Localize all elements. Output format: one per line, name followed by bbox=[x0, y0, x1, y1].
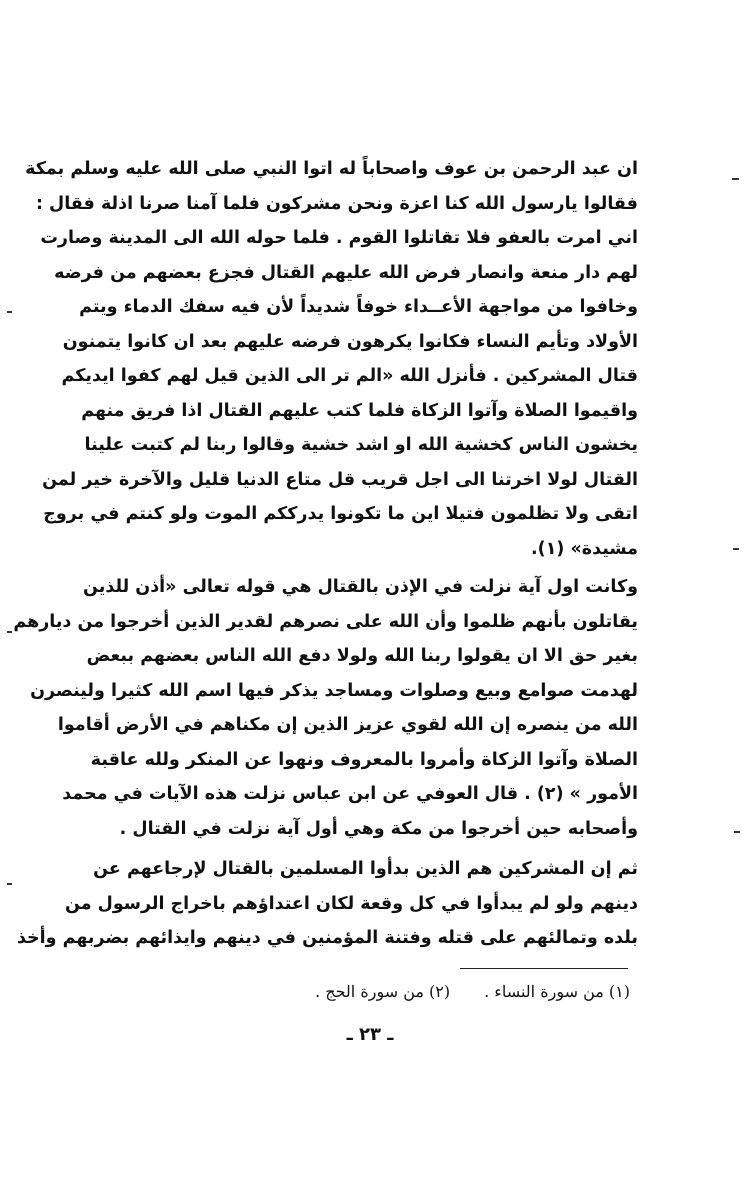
text-line: لهم دار منعة وانصار فرض الله عليهم القتال فجزع بعضهم من فرضه bbox=[54, 262, 638, 283]
text-line: يخشون الناس كخشية الله او اشد خشية وقالوا ربنا لم كتبت علينا bbox=[84, 435, 638, 455]
text-line: واقيموا الصلاة وآتوا الزكاة فلما كتب عليهم القتال اذا فريق منهم bbox=[81, 400, 638, 421]
paragraph-3 bbox=[16, 852, 638, 956]
paragraph-1 bbox=[25, 152, 638, 566]
text-line: اتقى ولا تظلمون فتيلا اين ما تكونوا يدرككم الموت ولو كنتم في بروج bbox=[43, 504, 638, 524]
margin-mark bbox=[734, 831, 740, 833]
text-line: ثم إن المشركين هم الذين بدأوا المسلمين بالقتال لإرجاعهم عن bbox=[93, 859, 638, 879]
margin-mark bbox=[7, 631, 12, 633]
text-line: لهدمت صوامع وبيع وصلوات ومساجد يذكر فيها اسم الله كثيرا ولينصرن bbox=[30, 680, 638, 701]
margin-mark bbox=[7, 883, 12, 885]
text-line: وخافوا من مواجهة الأعــداء خوفاً شديداً لأن فيه سفك الدماء ويتم bbox=[79, 297, 638, 317]
text-line: الصلاة وآتوا الزكاة وأمروا بالمعروف ونهوا عن المنكر ولله عاقبة bbox=[90, 749, 638, 770]
text-line: الأولاد وتأيم النساء فكانوا يكرهون فرضه عليهم بعد ان كانوا يتمنون bbox=[62, 331, 638, 352]
margin-mark bbox=[733, 548, 739, 550]
footnote-divider bbox=[460, 968, 628, 969]
text-line: ان عبد الرحمن بن عوف واصحاباً له اتوا النبي صلى الله عليه وسلم بمكة bbox=[25, 159, 638, 179]
margin-mark bbox=[732, 178, 739, 180]
text-line: فقالوا يارسول الله كنا اعزة ونحن مشركون فلما آمنا صرنا اذلة فقال : bbox=[35, 193, 638, 214]
text-line: قتال المشركين . فأنزل الله «الم تر الى الذين قيل لهم كفوا ايديكم bbox=[61, 366, 638, 386]
paragraph-2 bbox=[13, 570, 638, 846]
text-line: الأمور » (٢) . قال العوفي عن ابن عباس نزلت هذه الآيات في محمد bbox=[62, 784, 638, 804]
footnote-2: (٢) من سورة الحج . bbox=[315, 982, 451, 1001]
text-line: الله من ينصره إن الله لقوي عزيز الذين إن مكناهم في الأرض أقاموا bbox=[57, 715, 638, 735]
text-line: اني امرت بالعفو فلا تقاتلوا القوم . فلما حوله الله الى المدينة وصارت bbox=[40, 228, 638, 248]
page-number: ـ ٢٣ ـ bbox=[346, 1024, 394, 1045]
text-line: وكانت اول آية نزلت في الإذن بالقتال هي قوله تعالى «أذن للذين bbox=[83, 577, 638, 597]
text-line: القتال لولا اخرتنا الى اجل قريب قل متاع الدنيا قليل والآخرة خير لمن bbox=[42, 469, 638, 490]
text-line: يقاتلون بأنهم ظلموا وأن الله على نصرهم لقدير الذين أخرجوا من ديارهم bbox=[13, 611, 638, 632]
text-line: بغير حق الا ان يقولوا ربنا الله ولولا دفع الله الناس بعضهم ببعض bbox=[86, 646, 638, 666]
footnotes bbox=[230, 980, 630, 1004]
footnote-1: (١) من سورة النساء . bbox=[484, 982, 630, 1001]
text-line: بلده وتمالئهم على قتله وفتنة المؤمنين في دينهم وايذائهم بضربهم وأخذ bbox=[16, 928, 638, 948]
text-line: دينهم ولو لم يبدأوا في كل وقعة لكان اعتداؤهم باخراج الرسول من bbox=[64, 893, 638, 914]
text-line: وأصحابه حين أخرجوا من مكة وهي أول آية نزلت في القتال . bbox=[119, 818, 638, 839]
text-line: مشيدة» (١). bbox=[531, 538, 638, 559]
margin-mark bbox=[7, 311, 12, 313]
